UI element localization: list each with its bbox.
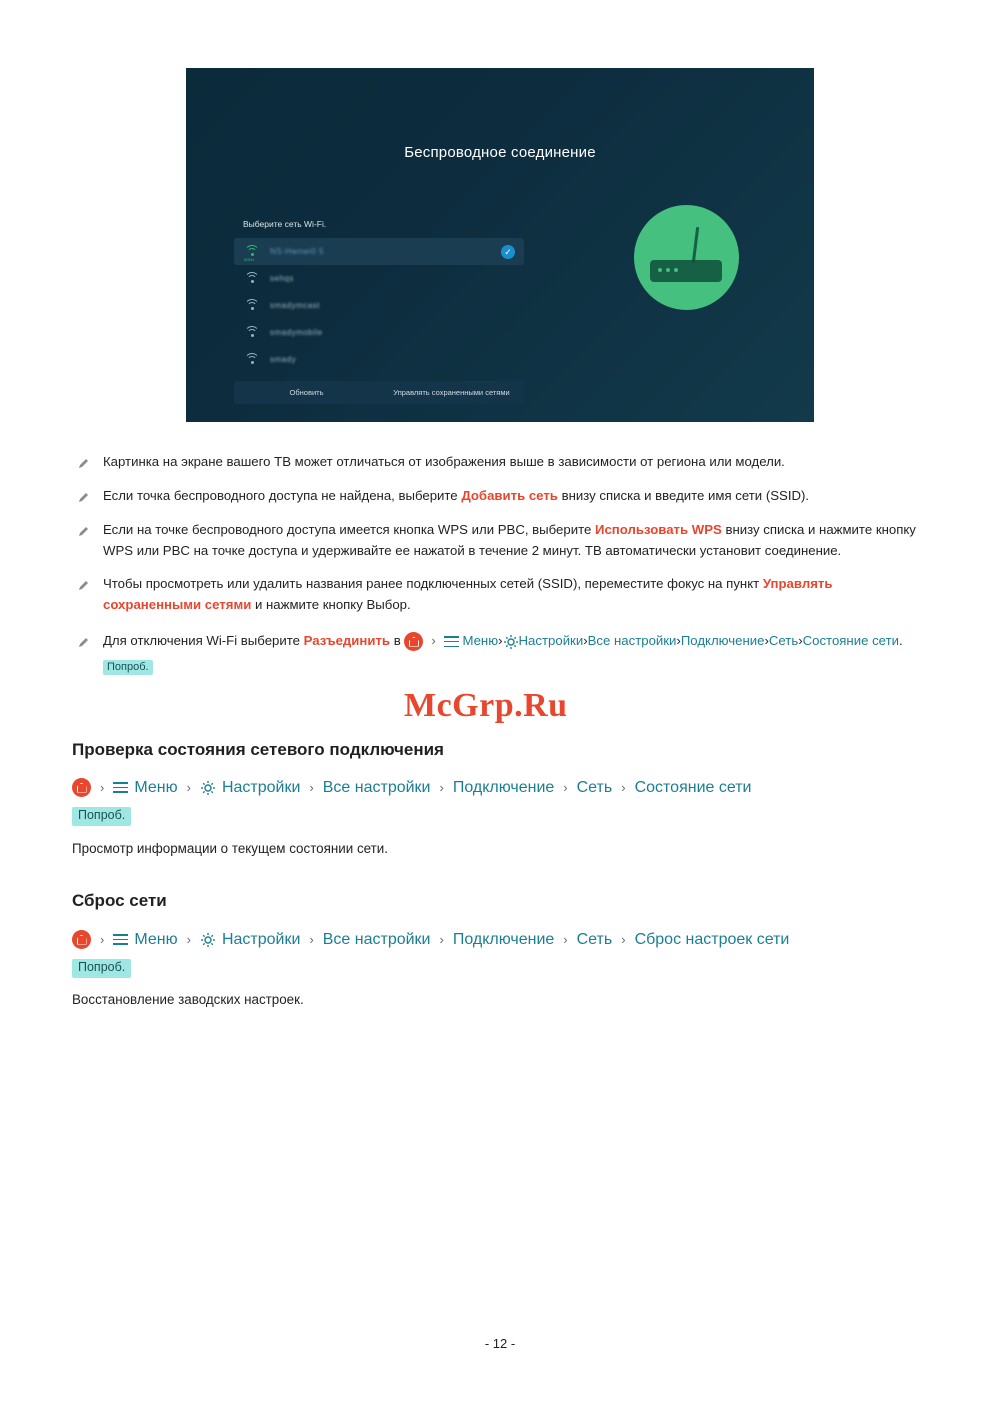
note-item-path: Для отключения Wi-Fi выберите Разъединить в › Меню› Настройки›Все настройки›Подключение›Сеть›Состояние сети. Попроб. xyxy=(72,629,928,678)
pencil-icon xyxy=(78,455,90,467)
home-icon[interactable] xyxy=(404,632,423,651)
wifi-row[interactable] xyxy=(234,319,524,346)
note-link[interactable]: Использовать WPS xyxy=(594,521,722,537)
section-heading-1: Проверка состояния сетевого подключения xyxy=(72,740,444,759)
figure-title: Беспроводное соединение xyxy=(404,144,596,161)
settings-path-1: › Меню › Настройки › Все настройки › Подключение › Сеть › Состояние сети xyxy=(72,778,952,797)
try-badge-wrap-2 xyxy=(72,958,131,978)
path-item-settings[interactable]: Настройки xyxy=(221,930,301,948)
section-body-1: Просмотр информации о текущем состоянии сети. xyxy=(72,841,388,856)
path-item-menu[interactable]: Меню xyxy=(462,633,499,649)
watermark: McGrp.Ru xyxy=(404,687,568,724)
hamburger-icon[interactable] xyxy=(113,781,128,794)
wifi-network-name: sehqs xyxy=(270,274,294,283)
tv-screenshot-figure xyxy=(186,68,814,422)
manage-saved-networks-button[interactable]: Управлять сохраненными сетями xyxy=(379,381,524,404)
try-badge[interactable]: Попроб. xyxy=(72,807,131,826)
path-item-menu[interactable]: Меню xyxy=(134,778,178,796)
pencil-icon xyxy=(78,489,90,501)
router-antenna xyxy=(692,227,699,263)
wifi-network-list xyxy=(234,238,524,373)
section-heading-2: Сброс сети xyxy=(72,891,167,910)
note-link[interactable]: Добавить сеть xyxy=(461,487,558,503)
router-illustration xyxy=(634,205,739,310)
figure-button-bar xyxy=(234,381,524,404)
hamburger-icon[interactable] xyxy=(444,635,459,648)
note-item xyxy=(72,520,928,562)
gear-icon[interactable] xyxy=(200,780,216,796)
path-item-all-settings[interactable]: Все настройки xyxy=(322,930,431,948)
note-item xyxy=(72,574,928,616)
wifi-band-label: 5GHz xyxy=(244,256,255,262)
home-icon[interactable] xyxy=(72,778,91,797)
wifi-network-name: NS-Hwnwi0 5 xyxy=(270,247,324,256)
note-text: Картинка на экране вашего ТВ может отличаться от изображения выше в зависимости от региона или модели. xyxy=(103,454,785,469)
wifi-signal-icon xyxy=(244,299,260,313)
notes-list xyxy=(72,452,928,691)
refresh-button[interactable]: Обновить xyxy=(234,381,379,404)
wifi-network-name: smady xyxy=(270,355,297,364)
note-link[interactable]: Управлять сохраненными сетями xyxy=(103,576,833,613)
wifi-signal-icon xyxy=(244,272,260,286)
router-leds xyxy=(658,268,678,272)
wifi-row[interactable] xyxy=(234,292,524,319)
note-text: Чтобы просмотреть или удалить названия ранее подключенных сетей (SSID), переместите фокус на пункт xyxy=(103,576,763,592)
path-item-connection[interactable]: Подключение xyxy=(680,633,765,649)
path-item-network-status[interactable]: Состояние сети xyxy=(634,778,752,796)
wifi-signal-icon xyxy=(244,245,260,262)
gear-icon[interactable] xyxy=(503,634,519,650)
path-item-connection[interactable]: Подключение xyxy=(452,930,555,948)
check-icon: ✓ xyxy=(501,245,515,259)
note-text: Если точка беспроводного доступа не найдена, выберите xyxy=(103,487,462,503)
pencil-icon xyxy=(78,523,90,535)
try-badge-wrap-1 xyxy=(72,806,131,826)
wifi-signal-icon xyxy=(244,326,260,340)
note-item xyxy=(72,486,928,507)
note-text: Если на точке беспроводного доступа имеется кнопка WPS или PBC, выберите xyxy=(103,521,595,537)
wifi-signal-icon xyxy=(244,353,260,367)
note-text: в xyxy=(390,633,405,649)
wifi-network-name: smadymcast xyxy=(270,301,320,310)
path-period: . xyxy=(898,633,903,649)
note-text: внизу списка и нажмите кнопку WPS или PBC на точке доступа и удерживайте ее нажатой в течение 2 минут. ТВ автоматически установит соединение. xyxy=(103,521,916,558)
path-item-settings[interactable]: Настройки xyxy=(221,778,301,796)
home-icon[interactable] xyxy=(72,930,91,949)
path-item-network-status[interactable]: Состояние сети xyxy=(802,633,899,649)
try-badge[interactable]: Попроб. xyxy=(72,959,131,978)
try-badge[interactable]: Попроб. xyxy=(103,660,153,675)
hamburger-icon[interactable] xyxy=(113,933,128,946)
pencil-icon xyxy=(78,577,90,589)
path-item-all-settings[interactable]: Все настройки xyxy=(587,633,677,649)
section-body-2: Восстановление заводских настроек. xyxy=(72,992,304,1007)
figure-subtitle: Выберите сеть Wi-Fi. xyxy=(243,219,327,229)
wifi-row[interactable] xyxy=(234,346,524,373)
path-item-connection[interactable]: Подключение xyxy=(452,778,555,796)
note-text: и нажмите кнопку Выбор. xyxy=(251,597,411,613)
note-text: Для отключения Wi-Fi выберите xyxy=(103,633,304,649)
note-item xyxy=(72,452,928,473)
path-item-network[interactable]: Сеть xyxy=(768,633,799,649)
wifi-row[interactable] xyxy=(234,265,524,292)
path-item-network[interactable]: Сеть xyxy=(576,778,613,796)
path-item-network-reset[interactable]: Сброс настроек сети xyxy=(634,930,790,948)
page-number: - 12 - xyxy=(484,1336,516,1351)
disconnect-link[interactable]: Разъединить xyxy=(303,633,391,649)
wifi-row-selected[interactable] xyxy=(234,238,524,265)
path-item-settings[interactable]: Настройки xyxy=(518,633,584,649)
note-text: внизу списка и введите имя сети (SSID). xyxy=(557,487,810,503)
path-item-menu[interactable]: Меню xyxy=(134,930,178,948)
path-item-all-settings[interactable]: Все настройки xyxy=(322,778,431,796)
settings-path-2: › Меню › Настройки › Все настройки › Подключение › Сеть › Сброс настроек сети xyxy=(72,930,962,949)
pencil-icon xyxy=(78,632,90,644)
gear-icon[interactable] xyxy=(200,932,216,948)
path-item-network[interactable]: Сеть xyxy=(576,930,613,948)
wifi-network-name: smadymobile xyxy=(270,328,323,337)
